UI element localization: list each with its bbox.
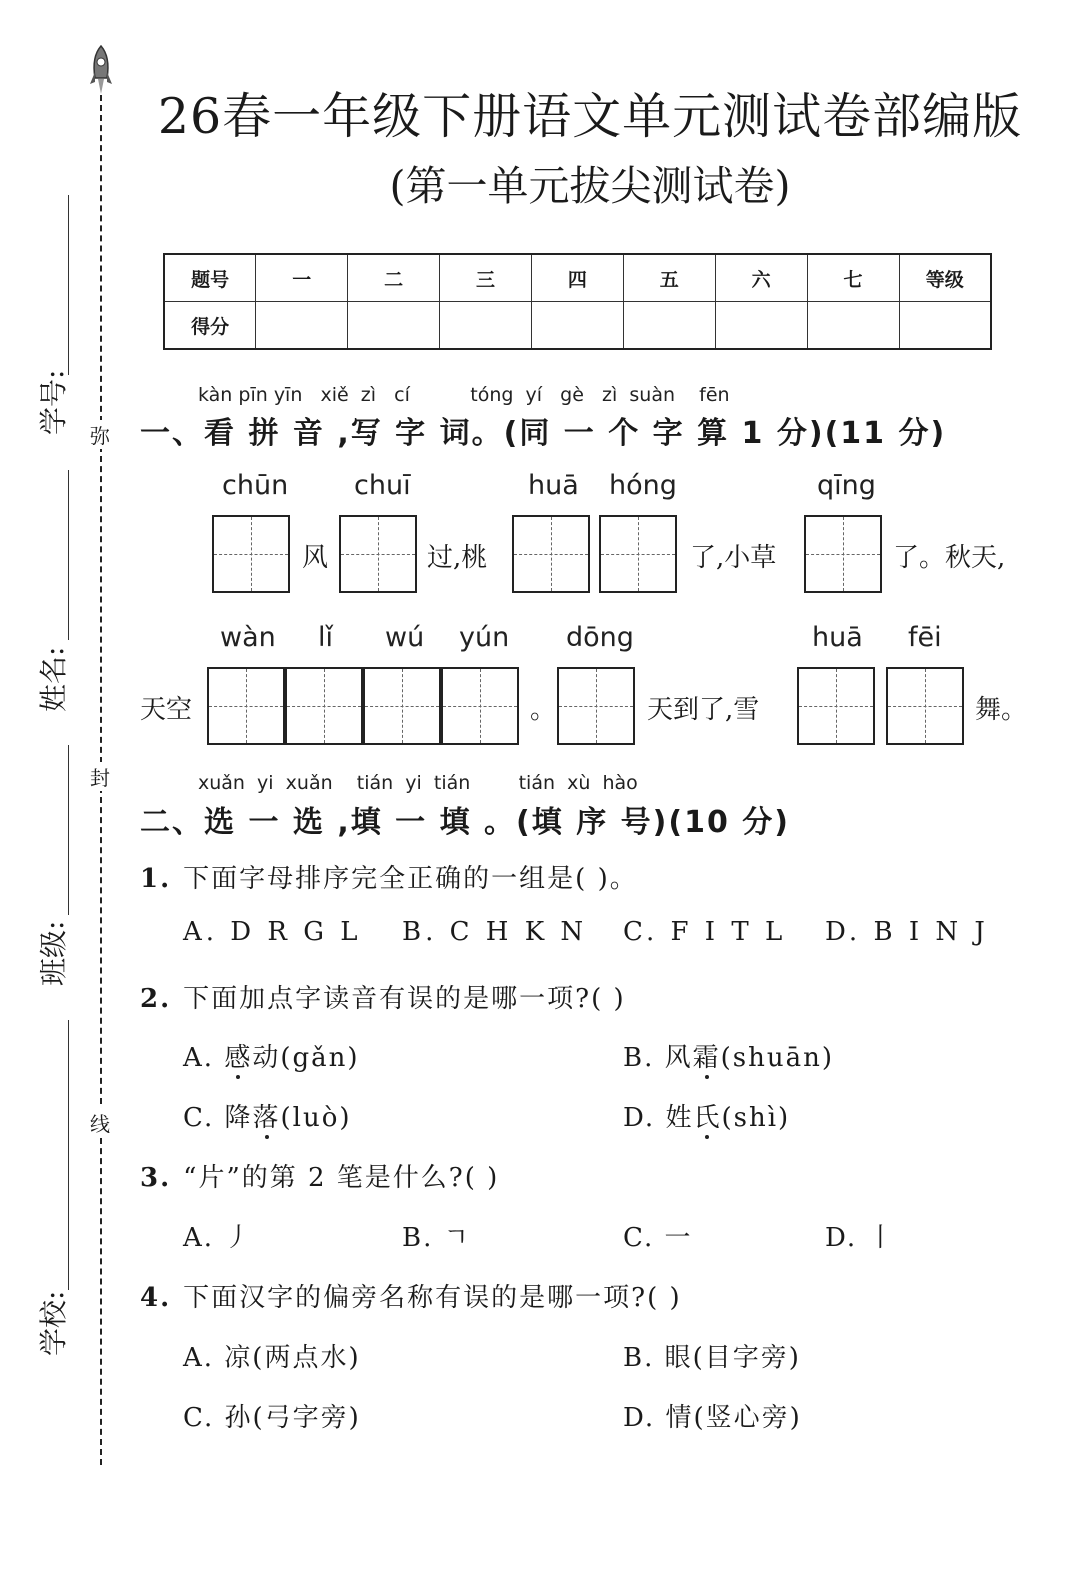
question-text: 下面字母排序完全正确的一组是( )。 (183, 864, 638, 894)
option-b[interactable]: B. 眼(目字旁) (623, 1343, 801, 1373)
section2-title-pinyin: xuǎn yi xuǎn tián yi tián tián xù hào (198, 772, 638, 794)
option-a[interactable]: A. D R G L (183, 917, 362, 947)
header-cell: 五 (623, 254, 715, 302)
class-line[interactable] (68, 745, 69, 915)
sentence-text: 天空 (140, 695, 193, 725)
section1-title: 一、看 拼 音 ,写 字 词。(同 一 个 字 算 1 分)(11 分) (140, 416, 947, 451)
sentence-text: 舞。 (975, 695, 1028, 725)
question-number: 1. (140, 864, 172, 894)
score-cell[interactable] (715, 302, 807, 350)
score-cell[interactable] (899, 302, 991, 350)
seal-char-feng: 封 (88, 762, 112, 791)
pinyin-label: wàn (220, 622, 276, 653)
score-table-header-row (164, 254, 991, 302)
writing-box[interactable] (339, 515, 417, 593)
dotted-char: 落 (252, 1103, 281, 1133)
sentence-text: 。 (530, 695, 557, 725)
option-suffix: 动(gǎn) (252, 1043, 360, 1073)
writing-box[interactable] (207, 667, 285, 745)
header-cell: 六 (715, 254, 807, 302)
question-3 (140, 1157, 499, 1194)
option-b[interactable] (623, 1037, 834, 1074)
student-id-line[interactable] (68, 195, 69, 375)
question-4 (140, 1277, 682, 1314)
option-b[interactable]: B. C H K N (402, 917, 588, 947)
pinyin-label: yún (459, 622, 510, 653)
pinyin-label: chūn (222, 470, 289, 501)
question-number: 2. (140, 984, 172, 1014)
pinyin-label: hóng (609, 470, 677, 501)
option-a[interactable]: A. 丿 (183, 1223, 253, 1253)
question-2 (140, 978, 626, 1015)
score-cell[interactable] (348, 302, 440, 350)
header-cell: 题号 (164, 254, 256, 302)
rocket-icon (88, 44, 114, 100)
score-table-score-row (164, 302, 991, 350)
option-a[interactable] (183, 1037, 360, 1074)
page-subtitle: (第一单元拔尖测试卷) (389, 162, 791, 210)
score-cell[interactable] (532, 302, 624, 350)
option-suffix: (shì) (721, 1103, 791, 1133)
sentence-text: 天到了,雪 (647, 695, 760, 725)
header-cell: 七 (807, 254, 899, 302)
question-1 (140, 858, 638, 895)
section1-title-pinyin: kàn pīn yīn xiě zì cí tóng yí gè zì suàn fēn (198, 384, 730, 406)
sentence-text: 风 (302, 543, 329, 573)
question-text: 下面加点字读音有误的是哪一项?( ) (183, 984, 626, 1014)
dotted-char: 霜 (692, 1043, 721, 1073)
option-c[interactable] (183, 1097, 352, 1134)
pinyin-label: wú (385, 622, 425, 653)
option-d[interactable]: D. B I N J (825, 917, 989, 947)
option-d[interactable]: D. 情(竖心旁) (623, 1403, 802, 1433)
writing-box[interactable] (886, 667, 964, 745)
option-c[interactable]: C. 孙(弓字旁) (183, 1403, 361, 1433)
option-prefix: B. 风 (623, 1043, 693, 1073)
score-row-label: 得分 (164, 302, 256, 350)
writing-box[interactable] (797, 667, 875, 745)
option-d[interactable]: D. 丨 (825, 1223, 896, 1253)
sentence-text: 了。秋天, (893, 543, 1006, 573)
option-c[interactable]: C. 一 (623, 1223, 693, 1253)
school-line[interactable] (68, 1020, 69, 1290)
score-cell[interactable] (623, 302, 715, 350)
writing-box[interactable] (512, 515, 590, 593)
school-label: 学校: (37, 1290, 70, 1356)
score-cell[interactable] (256, 302, 348, 350)
writing-box[interactable] (599, 515, 677, 593)
question-number: 3. (140, 1163, 172, 1193)
option-d[interactable] (623, 1097, 790, 1134)
question-text: 下面汉字的偏旁名称有误的是哪一项?( ) (183, 1283, 682, 1313)
student-id-label: 学号: (37, 369, 70, 435)
section2-title: 二、选 一 选 ,填 一 填 。(填 序 号)(10 分) (140, 805, 790, 840)
pinyin-label: qīng (817, 470, 876, 501)
writing-box[interactable] (441, 667, 519, 745)
option-prefix: C. 降 (183, 1103, 253, 1133)
option-c[interactable]: C. F I T L (623, 917, 787, 947)
sentence-text: 了,小草 (690, 543, 777, 573)
pinyin-label: lǐ (318, 622, 334, 653)
option-suffix: (shuān) (720, 1043, 835, 1073)
header-cell: 四 (532, 254, 624, 302)
name-label: 姓名: (37, 646, 70, 712)
header-cell: 三 (440, 254, 532, 302)
writing-box[interactable] (285, 667, 363, 745)
question-number: 4. (140, 1283, 172, 1313)
option-prefix: D. 姓 (623, 1103, 694, 1133)
page-title: 26春一年级下册语文单元测试卷部编版 (157, 88, 1023, 145)
writing-box[interactable] (212, 515, 290, 593)
writing-box[interactable] (557, 667, 635, 745)
pinyin-label: huā (528, 470, 579, 501)
option-suffix: (luò) (280, 1103, 352, 1133)
seal-char-xian: 线 (88, 1108, 112, 1137)
score-table (163, 253, 992, 350)
writing-box[interactable] (804, 515, 882, 593)
seal-char-mi: 弥 (88, 420, 112, 449)
score-cell[interactable] (807, 302, 899, 350)
option-a[interactable]: A. 凉(两点水) (183, 1343, 361, 1373)
header-cell: 一 (256, 254, 348, 302)
pinyin-label: huā (812, 622, 863, 653)
pinyin-label: dōng (566, 622, 634, 653)
score-cell[interactable] (440, 302, 532, 350)
header-cell: 二 (348, 254, 440, 302)
pinyin-label: fēi (908, 622, 942, 653)
dotted-char: 感 (224, 1043, 253, 1073)
dotted-char: 氏 (693, 1103, 722, 1133)
name-line[interactable] (68, 470, 69, 640)
header-cell: 等级 (899, 254, 991, 302)
writing-box[interactable] (363, 667, 441, 745)
sentence-text: 过,桃 (427, 543, 488, 573)
question-text: “片”的第 2 笔是什么?( ) (183, 1163, 500, 1193)
class-label: 班级: (37, 920, 70, 986)
pinyin-label: chuī (354, 470, 411, 501)
option-b[interactable]: B. ㄱ (402, 1223, 471, 1253)
option-prefix: A. (183, 1043, 225, 1073)
